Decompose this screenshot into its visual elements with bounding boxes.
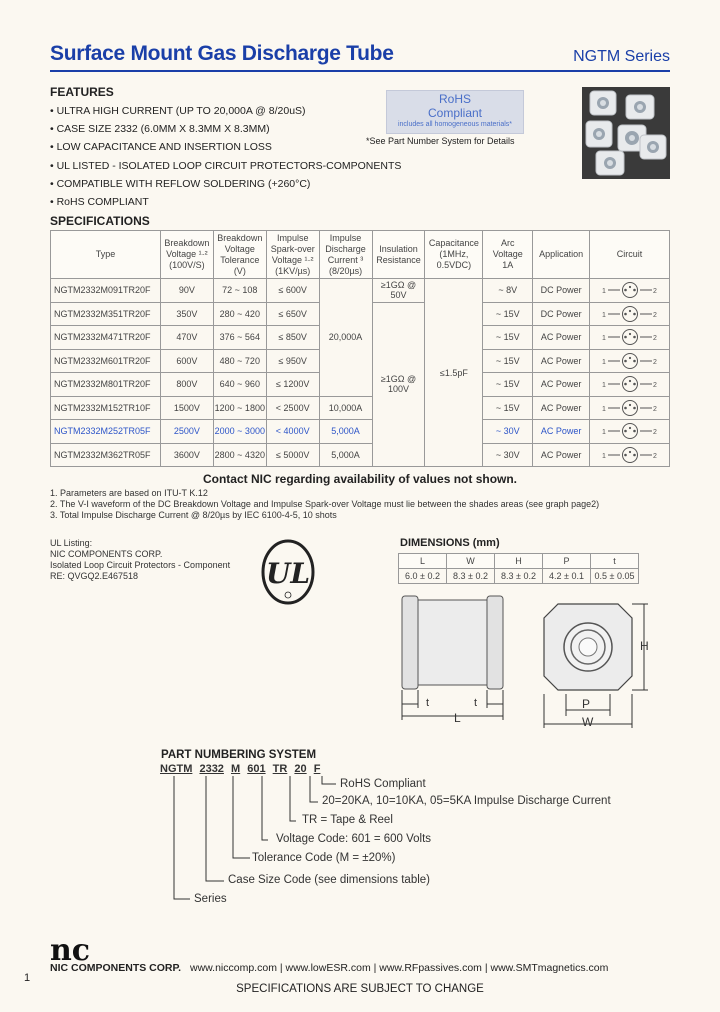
pn-segment: 601	[247, 763, 266, 775]
cell-breakdown: 470V	[160, 326, 213, 350]
dim-header: t	[591, 554, 639, 569]
ul-listing-line: RE: QVGQ2.E467518	[50, 571, 139, 581]
ul-listing	[50, 538, 230, 582]
pn-desc-rohs: RoHS Compliant	[340, 778, 426, 790]
feature-item: • RoHS COMPLIANT	[50, 196, 149, 209]
cell-impulse: ≤ 850V	[266, 326, 319, 350]
cell-type: NGTM2332M601TR20F	[51, 349, 161, 373]
title-divider	[50, 70, 670, 72]
pn-desc-voltage: Voltage Code: 601 = 600 Volts	[276, 833, 432, 845]
cell-tolerance: 1200 ~ 1800	[213, 396, 266, 420]
cell-breakdown: 800V	[160, 373, 213, 397]
cell-tolerance: 376 ~ 564	[213, 326, 266, 350]
pn-segment: M	[231, 763, 241, 775]
footer-links	[50, 962, 608, 974]
pn-desc-tolerance: Tolerance Code (M = ±20%)	[252, 852, 396, 864]
pn-desc-current: 20=20KA, 10=10KA, 05=5KA Impulse Discharge Current	[322, 795, 611, 807]
circuit-symbol	[590, 302, 670, 326]
pn-segment: 20	[294, 763, 307, 775]
svg-text:2: 2	[652, 335, 657, 343]
cell-application: AC Power	[533, 373, 590, 397]
cell-application: AC Power	[533, 326, 590, 350]
col-type: Type	[51, 231, 161, 279]
rohs-line3: includes all homogeneous materials*	[397, 121, 512, 128]
specifications-heading: SPECIFICATIONS	[50, 214, 150, 228]
svg-text:1: 1	[601, 288, 606, 296]
cell-discharge-20ka: 20,000A	[319, 279, 372, 397]
cell-type: NGTM2332M471TR20F	[51, 326, 161, 350]
side-view	[402, 596, 503, 689]
svg-text:1: 1	[601, 452, 606, 460]
features-list	[50, 102, 401, 211]
part-numbering-title: PART NUMBERING SYSTEM	[161, 749, 317, 761]
table-row	[51, 396, 670, 420]
col-insulation: Insulation Resistance	[372, 231, 425, 279]
product-photo	[582, 87, 670, 179]
note-1: 1. Parameters are based on ITU-T K.12	[50, 488, 208, 498]
pn-segment: TR	[272, 763, 288, 775]
cell-arc: ~ 15V	[483, 302, 533, 326]
dim-value-row	[399, 569, 639, 584]
dimensions-table	[398, 553, 639, 584]
feature-item: • ULTRA HIGH CURRENT (UP TO 20,000A @ 8/20uS)	[50, 105, 306, 117]
cell-discharge: 10,000A	[319, 396, 372, 420]
cell-application: AC Power	[533, 349, 590, 373]
feature-item: • COMPATIBLE WITH REFLOW SOLDERING (+260°C)	[50, 177, 311, 190]
cell-impulse: < 2500V	[266, 396, 319, 420]
cell-insulation-100v: ≥1GΩ @ 100V	[372, 302, 425, 467]
col-impulse-spark: Impulse Spark-over Voltage ¹·² (1KV/µs)	[266, 231, 319, 279]
circuit-symbol	[590, 443, 670, 467]
cell-discharge: 5,000A	[319, 420, 372, 444]
cell-type: NGTM2332M152TR10F	[51, 396, 161, 420]
spec-change-notice: SPECIFICATIONS ARE SUBJECT TO CHANGE	[236, 983, 484, 995]
pn-desc-series: Series	[194, 893, 227, 905]
cell-type: NGTM2332M091TR20F	[51, 279, 161, 303]
dimensions-title: DIMENSIONS (mm)	[400, 537, 500, 549]
rohs-note: *See Part Number System for Details	[366, 136, 515, 146]
end-view	[544, 604, 632, 690]
cell-capacitance: ≤1.5pF	[425, 279, 483, 467]
dim-value: 8.3 ± 0.2	[495, 569, 543, 584]
specifications-table	[50, 230, 670, 467]
pn-segment: F	[313, 763, 321, 775]
dim-label-w: W	[582, 715, 594, 729]
circuit-symbol	[590, 349, 670, 373]
pn-segment: NGTM	[160, 763, 193, 775]
ul-listing-line: NIC COMPONENTS CORP.	[50, 549, 163, 559]
rohs-line2: Compliant	[427, 106, 483, 120]
dim-label-t: t	[474, 697, 478, 709]
ul-logo-icon	[258, 538, 322, 615]
feature-item: • LOW CAPACITANCE AND INSERTION LOSS	[50, 141, 272, 154]
ul-listing-line: Isolated Loop Circuit Protectors - Component	[50, 560, 231, 570]
col-circuit: Circuit	[590, 231, 670, 279]
cell-impulse: ≤ 1200V	[266, 373, 319, 397]
table-row	[51, 279, 670, 303]
footer-company: NIC COMPONENTS CORP.	[50, 962, 182, 974]
svg-text:2: 2	[652, 288, 657, 296]
dim-label-p: P	[582, 697, 591, 711]
circuit-symbol	[590, 373, 670, 397]
rohs-line1: RoHS	[438, 92, 471, 106]
cell-breakdown: 350V	[160, 302, 213, 326]
cell-arc: ~ 30V	[483, 420, 533, 444]
cell-tolerance: 2000 ~ 3000	[213, 420, 266, 444]
pn-desc-case: Case Size Code (see dimensions table)	[228, 874, 430, 886]
svg-text:1: 1	[601, 382, 606, 390]
cell-breakdown: 2500V	[160, 420, 213, 444]
cell-application: DC Power	[533, 302, 590, 326]
ul-listing-line: UL Listing:	[50, 538, 93, 548]
dim-header-row	[399, 554, 639, 569]
footer-websites[interactable]: www.niccomp.com | www.lowESR.com | www.RFpassives.com | www.SMTmagnetics.com	[190, 962, 609, 974]
circuit-symbol	[590, 420, 670, 444]
svg-text:1: 1	[601, 405, 606, 413]
dim-value: 8.3 ± 0.2	[447, 569, 495, 584]
svg-text:2: 2	[652, 358, 657, 366]
pn-desc-packaging: TR = Tape & Reel	[302, 814, 393, 826]
cell-tolerance: 280 ~ 420	[213, 302, 266, 326]
dim-value: 6.0 ± 0.2	[399, 569, 447, 584]
cell-type: NGTM2332M801TR20F	[51, 373, 161, 397]
dimension-drawing	[396, 590, 686, 730]
dim-label-h: H	[640, 639, 649, 653]
cell-impulse: < 4000V	[266, 420, 319, 444]
dim-value: 0.5 ± 0.05	[591, 569, 639, 584]
cell-tolerance: 2800 ~ 4320	[213, 443, 266, 467]
features-heading: FEATURES	[50, 85, 114, 99]
cell-type: NGTM2332M252TR05F	[51, 420, 161, 444]
cell-application: AC Power	[533, 396, 590, 420]
dim-label-t: t	[426, 697, 430, 709]
cell-arc: ~ 15V	[483, 326, 533, 350]
svg-text:2: 2	[652, 382, 657, 390]
rohs-badge	[386, 90, 524, 134]
dim-header: P	[543, 554, 591, 569]
dim-header: L	[399, 554, 447, 569]
feature-item: • UL LISTED - ISOLATED LOOP CIRCUIT PROTECTORS-COMPONENTS	[50, 159, 402, 172]
cell-impulse: ≤ 600V	[266, 279, 319, 303]
cell-tolerance: 640 ~ 960	[213, 373, 266, 397]
svg-text:2: 2	[652, 452, 657, 460]
cell-arc: ~ 30V	[483, 443, 533, 467]
feature-item: • CASE SIZE 2332 (6.0MM X 8.3MM X 8.3MM)	[50, 123, 270, 136]
cell-application: AC Power	[533, 420, 590, 444]
cell-insulation-50v: ≥1GΩ @ 50V	[372, 279, 425, 303]
dim-value: 4.2 ± 0.1	[543, 569, 591, 584]
cell-breakdown: 90V	[160, 279, 213, 303]
cell-breakdown: 1500V	[160, 396, 213, 420]
dim-header: W	[447, 554, 495, 569]
cell-arc: ~ 15V	[483, 396, 533, 420]
cell-type: NGTM2332M362TR05F	[51, 443, 161, 467]
svg-text:UL: UL	[265, 557, 311, 590]
dim-header: H	[495, 554, 543, 569]
circuit-symbol	[590, 279, 670, 303]
cell-impulse: ≤ 950V	[266, 349, 319, 373]
cell-discharge: 5,000A	[319, 443, 372, 467]
col-capacitance: Capacitance (1MHz, 0.5VDC)	[425, 231, 483, 279]
cell-tolerance: 72 ~ 108	[213, 279, 266, 303]
page-title: Surface Mount Gas Discharge Tube	[50, 42, 394, 65]
nic-logo-text: nc	[50, 934, 91, 964]
table-header-row	[51, 231, 670, 279]
cell-arc: ~ 15V	[483, 373, 533, 397]
col-arc: Arc Voltage 1A	[483, 231, 533, 279]
table-row	[51, 443, 670, 467]
dim-label-l: L	[454, 711, 461, 725]
cell-breakdown: 600V	[160, 349, 213, 373]
note-3: 3. Total Impulse Discharge Current @ 8/20µs by IEC 6100-4-5, 10 shots	[50, 510, 337, 520]
part-number-code	[160, 763, 324, 775]
cell-impulse: ≤ 5000V	[266, 443, 319, 467]
pn-segment: 2332	[199, 763, 224, 775]
circuit-symbol	[590, 326, 670, 350]
col-discharge: Impulse Discharge Current ³ (8/20µs)	[319, 231, 372, 279]
cell-arc: ~ 15V	[483, 349, 533, 373]
cell-arc: ~ 8V	[483, 279, 533, 303]
cell-application: AC Power	[533, 443, 590, 467]
note-2: 2. The V-I waveform of the DC Breakdown Voltage and Impulse Spark-over Voltage must lie between the shades areas (see graph page2)	[50, 499, 600, 509]
table-row-highlighted	[51, 420, 670, 444]
col-tolerance: Breakdown Voltage Tolerance (V)	[213, 231, 266, 279]
svg-text:2: 2	[652, 429, 657, 437]
col-application: Application	[533, 231, 590, 279]
page-number: 1	[24, 972, 31, 984]
svg-text:2: 2	[652, 311, 657, 319]
cell-application: DC Power	[533, 279, 590, 303]
col-breakdown: Breakdown Voltage ¹·² (100V/S)	[160, 231, 213, 279]
svg-text:1: 1	[601, 358, 606, 366]
cell-breakdown: 3600V	[160, 443, 213, 467]
svg-text:1: 1	[601, 335, 606, 343]
svg-text:2: 2	[652, 405, 657, 413]
cell-tolerance: 480 ~ 720	[213, 349, 266, 373]
contact-notice: Contact NIC regarding availability of values not shown.	[202, 472, 518, 486]
series-label: NGTM Series	[573, 48, 670, 65]
svg-text:1: 1	[601, 311, 606, 319]
cell-impulse: ≤ 650V	[266, 302, 319, 326]
cell-type: NGTM2332M351TR20F	[51, 302, 161, 326]
svg-text:1: 1	[601, 429, 606, 437]
circuit-symbol	[590, 396, 670, 420]
